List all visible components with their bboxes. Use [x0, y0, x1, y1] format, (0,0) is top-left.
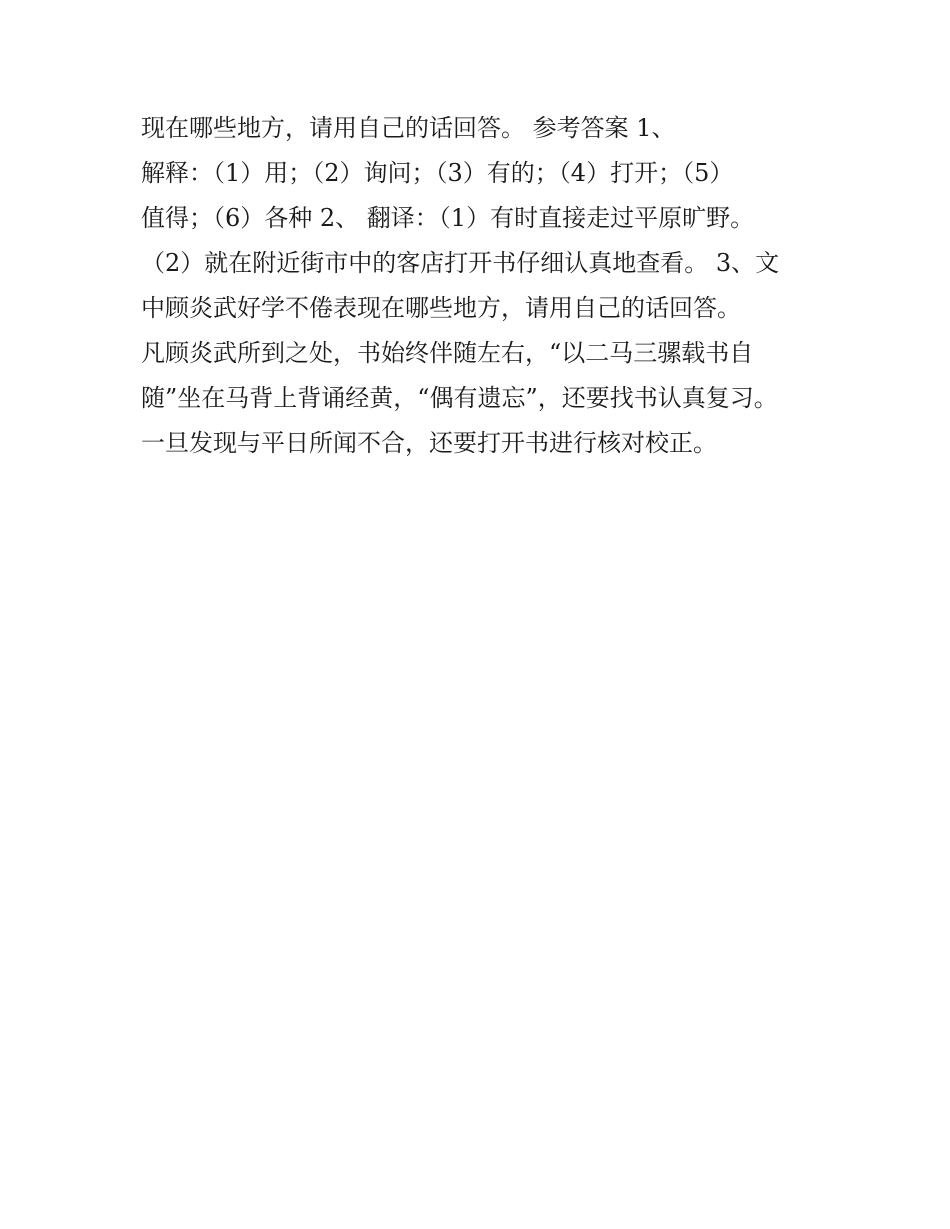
text-line: 值得；（6）各种 2、 翻译：（1）有时直接走过平原旷野。: [141, 204, 755, 232]
text-line: 现在哪些地方，请用自己的话回答。 参考答案 1、: [141, 114, 676, 142]
text-line: （2）就在附近街市中的客店打开书仔细认真地查看。 3、文: [141, 249, 780, 277]
text-line: 解释：（1）用；（2）询问；（3）有的；（4）打开；（5）: [141, 159, 734, 187]
text-line: 凡顾炎武所到之处，书始终伴随左右，“以二马三骡载书自: [141, 339, 754, 367]
answer-text-block: [141, 106, 821, 466]
text-line: 中顾炎武好学不倦表现在哪些地方，请用自己的话回答。: [141, 294, 741, 322]
text-line: 随”坐在马背上背诵经黄，“偶有遗忘”，还要找书认真复习。: [141, 384, 778, 412]
text-line: 一旦发现与平日所闻不合，还要打开书进行核对校正。: [141, 429, 717, 457]
